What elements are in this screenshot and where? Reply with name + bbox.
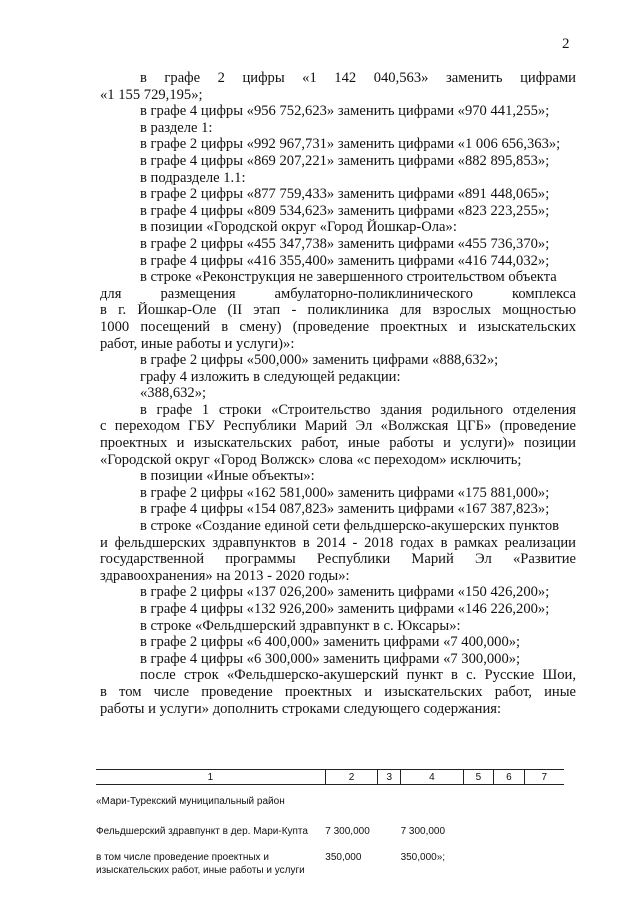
text-line: в строке «Создание единой сети фельдшерско-акушерских пунктов (140, 518, 560, 535)
text-line: в том числе проведение проектных и изыскательских работ, иные (100, 683, 576, 700)
table-cell (378, 795, 401, 825)
text-line: в графе 4 цифры «154 087,823» заменить цифрами «167 387,823»; (140, 501, 550, 518)
table-cell (494, 851, 524, 877)
text-line: «1 155 729,195»; (100, 86, 203, 103)
text-line: проектных и изыскательских работ, иные работы и услуги)» позиции (100, 435, 576, 452)
table-cell: 7 300,000 (325, 825, 370, 837)
text-line: в строке «Реконструкция не завершенного строительством объекта (140, 269, 557, 286)
table-row (96, 825, 564, 851)
table-cell (463, 851, 493, 877)
text-line: в позиции «Городской округ «Город Йошкар-Ола»: (140, 219, 457, 236)
column-header: 5 (463, 770, 493, 785)
text-line: в графе 2 цифры «877 759,433» заменить цифрами «891 448,065»; (140, 186, 550, 203)
text-line: в графе 2 цифры «137 026,200» заменить цифрами «150 426,200»; (140, 584, 550, 601)
column-header: 6 (494, 770, 524, 785)
text-line: для размещения амбулаторно-поликлинического комплекса (100, 285, 576, 302)
text-line: государственной программы Республики Марий Эл «Развитие (100, 551, 576, 568)
text-line: в графе 4 цифры «956 752,623» заменить цифрами «970 441,255»; (140, 103, 550, 120)
table-cell (524, 795, 564, 825)
column-header: 2 (325, 770, 378, 785)
table-header-row (96, 770, 564, 785)
text-line: «388,632»; (140, 385, 207, 402)
text-line: в г. Йошкар-Оле (II этап - поликлиника для взрослых мощностью (100, 302, 576, 319)
column-header: 7 (524, 770, 564, 785)
table-cell: Фельдшерский здравпункт в дер. Мари-Купта (96, 825, 308, 837)
table-cell: 350,000»; (400, 851, 446, 863)
table-cell (524, 825, 564, 851)
table-cell (494, 795, 524, 825)
table-cell: «Мари-Турекский муниципальный район (96, 795, 285, 807)
text-line: в графе 2 цифры «500,000» заменить цифрами «888,632»; (140, 352, 499, 369)
table-row (96, 851, 564, 877)
text-line: в графе 2 цифры «162 581,000» заменить цифрами «175 881,000»; (140, 484, 550, 501)
text-line: «Городской округ «Город Волжск» слова «с переходом» исключить; (100, 451, 522, 468)
column-header: 1 (96, 770, 325, 785)
table-cell (325, 795, 378, 825)
table-row (96, 795, 564, 825)
document-body (100, 70, 576, 717)
text-line: работ, иные работы и услуги)»: (100, 335, 295, 352)
text-line: в графе 4 цифры «132 926,200» заменить цифрами «146 226,200»; (140, 601, 550, 617)
table-cell (378, 825, 401, 851)
text-line: в графе 4 цифры «416 355,400» заменить цифрами «416 744,032»; (140, 252, 550, 269)
table-cell (494, 825, 524, 851)
text-line: в графе 2 цифры «992 967,731» заменить цифрами «1 006 656,363»; (140, 136, 561, 153)
text-line: с переходом ГБУ Республики Марий Эл «Волжская ЦГБ» (проведение (100, 418, 576, 435)
text-line: в графе 1 строки «Строительство здания родильного отделения (140, 401, 576, 418)
text-line: в графе 2 цифры «1 142 040,563» заменить цифрами (140, 70, 576, 86)
text-line: в подразделе 1.1: (140, 169, 246, 186)
table-cell: в том числе проведение проектных и изыскательских работ, иные работы и услуги (96, 851, 305, 876)
table-cell (463, 795, 493, 825)
text-line: в графе 4 цифры «869 207,221» заменить цифрами «882 895,853»; (140, 152, 550, 169)
text-line: в графе 2 цифры «455 347,738» заменить цифрами «455 736,370»; (140, 235, 550, 252)
table-cell: 350,000 (325, 851, 362, 863)
table-cell (463, 825, 493, 851)
page-number: 2 (562, 36, 570, 52)
text-line: и фельдшерских здравпунктов в 2014 - 2018 годах в рамках реализации (100, 534, 576, 551)
column-header: 4 (401, 770, 464, 785)
text-line: в графе 4 цифры «6 300,000» заменить цифрами «7 300,000»; (140, 650, 521, 667)
column-header: 3 (378, 770, 401, 785)
table-cell (524, 851, 564, 877)
table-cell (378, 851, 401, 877)
text-line: после строк «Фельдшерско-акушерский пункт в с. Русские Шои, (140, 667, 576, 684)
text-line: в графе 4 цифры «809 534,623» заменить цифрами «823 223,255»; (140, 202, 550, 219)
text-line: здравоохранения» на 2013 - 2020 годы»: (100, 567, 350, 584)
text-line: работы и услуги» дополнить строками следующего содержания: (100, 700, 502, 717)
text-line: в позиции «Иные объекты»: (140, 468, 315, 485)
amendment-table (96, 769, 564, 877)
table-cell (401, 795, 464, 825)
text-line: графу 4 изложить в следующей редакции: (140, 368, 401, 385)
table-cell: 7 300,000 (400, 825, 446, 837)
text-line: в разделе 1: (140, 119, 213, 136)
text-line: в строке «Фельдшерский здравпункт в с. Юксары»: (140, 617, 461, 634)
text-line: в графе 2 цифры «6 400,000» заменить цифрами «7 400,000»; (140, 634, 521, 651)
text-line: 1000 посещений в смену) (проведение проектных и изыскательских (100, 318, 576, 335)
